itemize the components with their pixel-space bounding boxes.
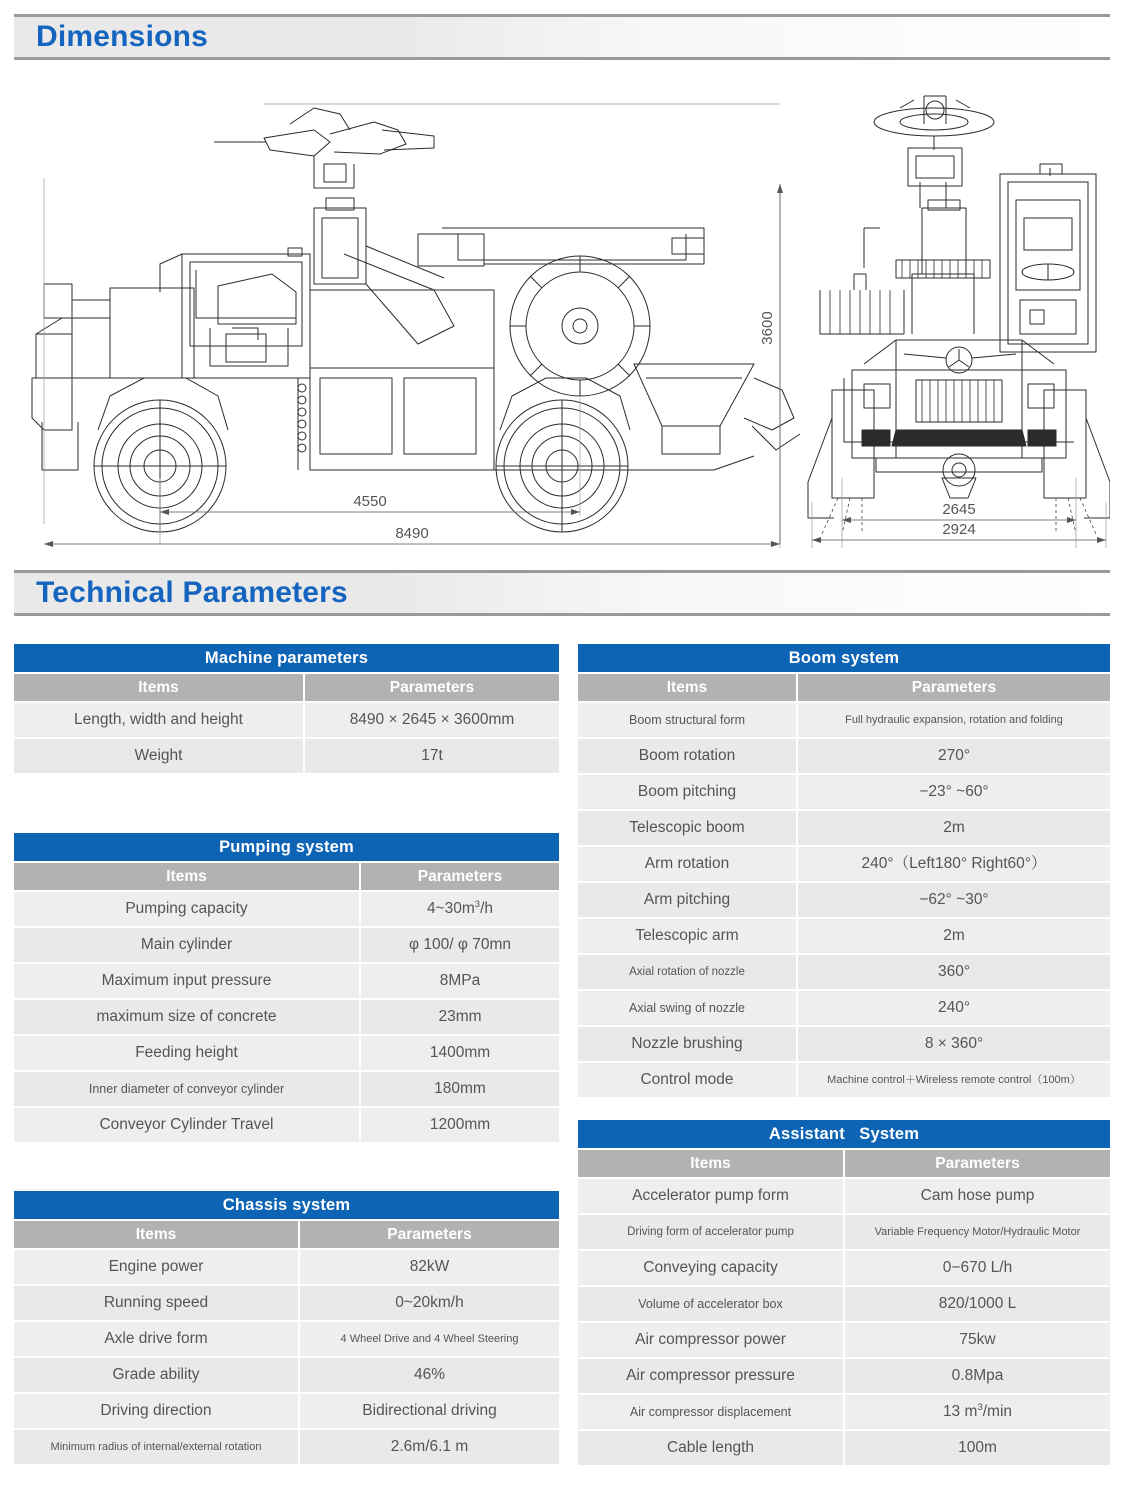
cell-item: Pumping capacity [14,892,359,926]
cell-item: Maximum input pressure [14,964,359,998]
cell-value: 1400mm [361,1036,559,1070]
cell-value: 270° [798,739,1110,773]
cell-value: 240°（Left180° Right60°） [798,847,1110,881]
cell-item: Axle drive form [14,1322,298,1356]
cell-item: Inner diameter of conveyor cylinder [14,1072,359,1106]
table-row [14,739,559,773]
table-header-row [14,863,559,890]
cell-value: 2m [798,919,1110,953]
cell-value: 23mm [361,1000,559,1034]
cell-item: Weight [14,739,303,773]
table-row [578,1179,1110,1213]
table-row [578,1215,1110,1249]
table-row [578,1251,1110,1285]
table-boom-system [578,644,1110,1097]
cell-item: Arm pitching [578,883,796,917]
cell-item: Main cylinder [14,928,359,962]
cell-item: Length, width and height [14,703,303,737]
column-header-parameters: Parameters [845,1150,1110,1177]
table-row [578,1287,1110,1321]
cell-value: $4\sim 30m^3/h$ [361,892,559,926]
cell-item: Conveyor Cylinder Travel [14,1108,359,1142]
cell-value: φ 100/ φ 70mn [361,928,559,962]
dim-label-wheelbase: 4550 [353,493,387,510]
table-row [14,703,559,737]
cell-item: Nozzle brushing [578,1027,796,1061]
table-caption: Assistant System [578,1120,1110,1148]
cell-item: Running speed [14,1286,298,1320]
table-row [14,928,559,962]
table-row [578,739,1110,773]
table-row [14,1286,559,1320]
table-row [14,1322,559,1356]
dimensions-section-header [14,14,1110,60]
column-header-items: Items [14,674,303,701]
table-row [578,1359,1110,1393]
table-row [14,964,559,998]
cell-value: 17t [305,739,559,773]
column-header-parameters: Parameters [361,863,559,890]
cell-item: Boom rotation [578,739,796,773]
cell-value: Cam hose pump [845,1179,1110,1213]
table-caption: Chassis system [14,1191,559,1219]
page-title-technical-parameters: Technical Parameters [36,576,348,609]
cell-value: 180mm [361,1072,559,1106]
cell-item: Air compressor power [578,1323,843,1357]
table-row [578,703,1110,737]
column-header-items: Items [14,1221,298,1248]
table-row [578,1431,1110,1465]
cell-item: Telescopic arm [578,919,796,953]
cell-item: maximum size of concrete [14,1000,359,1034]
cell-item: Conveying capacity [578,1251,843,1285]
cell-item: Grade ability [14,1358,298,1392]
table-row [578,883,1110,917]
dim-label-height: 3600 [759,311,776,345]
table-row [14,892,559,926]
cell-value: 0.8Mpa [845,1359,1110,1393]
cell-item: Air compressor pressure [578,1359,843,1393]
cell-value: 100m [845,1431,1110,1465]
table-row [578,811,1110,845]
cell-value: 0~20km/h [300,1286,559,1320]
column-header-items: Items [578,1150,843,1177]
table-row [578,919,1110,953]
column-header-parameters: Parameters [305,674,559,701]
cell-item: Telescopic boom [578,811,796,845]
cell-value: 8MPa [361,964,559,998]
dim-label-track-width: 2645 [942,501,976,518]
cell-value: 75kw [845,1323,1110,1357]
cell-value: 46% [300,1358,559,1392]
table-header-row [14,674,559,701]
machine-dimension-drawing [14,78,1110,548]
table-header-row [578,674,1110,701]
table-row [14,1036,559,1070]
cell-value: 2m [798,811,1110,845]
table-row [14,1358,559,1392]
technical-parameters-section-header [14,570,1110,616]
table-caption: Machine parameters [14,644,559,672]
table-row [578,1395,1110,1429]
table-caption: Boom system [578,644,1110,672]
cell-value: 0−670 L/h [845,1251,1110,1285]
table-row [14,1072,559,1106]
table-header-row [578,1150,1110,1177]
dim-label-overall-length: 8490 [395,525,429,542]
column-header-items: Items [578,674,796,701]
table-header-row [14,1221,559,1248]
table-row [578,1323,1110,1357]
cell-item: Accelerator pump form [578,1179,843,1213]
cell-item: Driving form of accelerator pump [578,1215,843,1249]
cell-value: −62° ~30° [798,883,1110,917]
table-row [14,1250,559,1284]
cell-item: Minimum radius of internal/external rotation [14,1430,298,1464]
column-header-parameters: Parameters [798,674,1110,701]
cell-value: 82kW [300,1250,559,1284]
cell-value: 8 × 360° [798,1027,1110,1061]
cell-value: 4 Wheel Drive and 4 Wheel Steering [300,1322,559,1356]
cell-value: 1200mm [361,1108,559,1142]
cell-value: Bidirectional driving [300,1394,559,1428]
cell-value: Full hydraulic expansion, rotation and folding [798,703,1110,737]
cell-value: 13 $m^3/\min$ [845,1395,1110,1429]
cell-item: Volume of accelerator box [578,1287,843,1321]
cell-value: 820/1000 L [845,1287,1110,1321]
table-pumping-system [14,833,559,1142]
cell-item: Feeding height [14,1036,359,1070]
cell-item: Boom structural form [578,703,796,737]
cell-value: 2.6m/6.1 m [300,1430,559,1464]
dim-label-outrigger-width: 2924 [942,521,976,538]
table-row [578,1063,1110,1097]
table-row [578,847,1110,881]
cell-value: Variable Frequency Motor/Hydraulic Motor [845,1215,1110,1249]
cell-item: Control mode [578,1063,796,1097]
table-row [578,775,1110,809]
table-row [578,991,1110,1025]
column-header-items: Items [14,863,359,890]
table-assistant-system [578,1120,1110,1465]
table-row [14,1108,559,1142]
cell-value: Machine control＋Wireless remote control（100m） [798,1063,1110,1097]
page-title-dimensions: Dimensions [36,20,209,53]
table-row [14,1394,559,1428]
cell-item: Axial swing of nozzle [578,991,796,1025]
cell-value: 240° [798,991,1110,1025]
cell-item: Air compressor displacement [578,1395,843,1429]
cell-item: Axial rotation of nozzle [578,955,796,989]
cell-item: Arm rotation [578,847,796,881]
column-header-parameters: Parameters [300,1221,559,1248]
table-caption: Pumping system [14,833,559,861]
cell-item: Engine power [14,1250,298,1284]
cell-value: 360° [798,955,1110,989]
table-row [14,1000,559,1034]
table-chassis-system [14,1191,559,1464]
table-row [578,955,1110,989]
table-machine-parameters [14,644,559,773]
table-row [14,1430,559,1464]
cell-item: Cable length [578,1431,843,1465]
table-row [578,1027,1110,1061]
cell-item: Driving direction [14,1394,298,1428]
cell-value: −23° ~60° [798,775,1110,809]
cell-item: Boom pitching [578,775,796,809]
cell-value: 8490 × 2645 × 3600mm [305,703,559,737]
